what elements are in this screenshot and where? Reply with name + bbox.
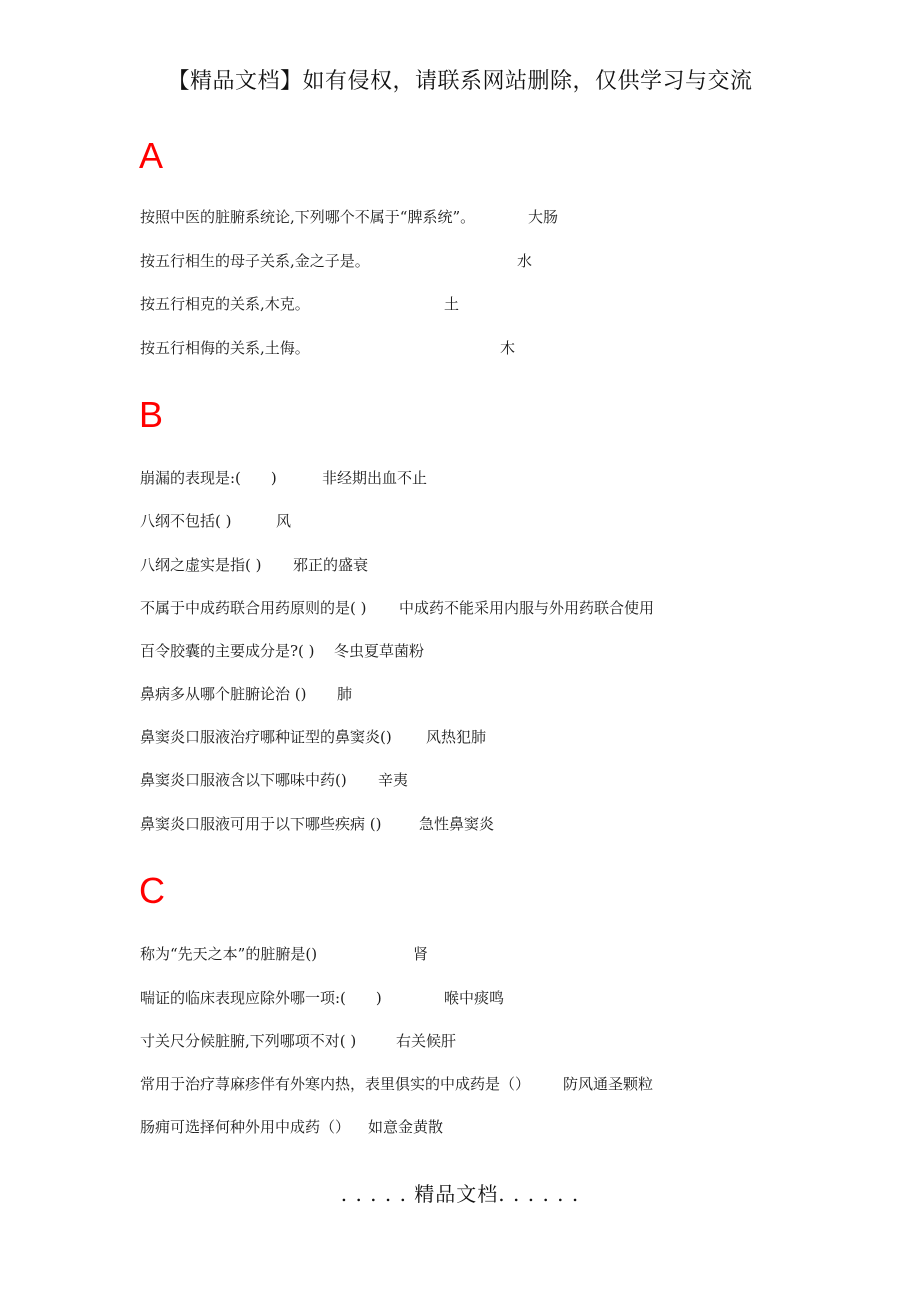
answer-text: 中成药不能采用内服与外用药联合使用 bbox=[399, 599, 655, 617]
qa-item bbox=[140, 814, 495, 834]
answer-text: 冬虫夏草菌粉 bbox=[334, 642, 425, 660]
qa-item bbox=[140, 727, 487, 747]
qa-item bbox=[140, 207, 559, 227]
qa-item bbox=[140, 555, 369, 575]
question-text: 鼻窦炎口服液含以下哪味中药() bbox=[140, 771, 347, 789]
question-text: 按照中医的脏腑系统论,下列哪个不属于“脾系统”。 bbox=[140, 208, 476, 226]
question-text: 寸关尺分候脏腑,下列哪项不对( ) bbox=[140, 1032, 357, 1050]
qa-item bbox=[140, 1074, 654, 1094]
answer-text: 大肠 bbox=[528, 208, 559, 226]
qa-item bbox=[140, 988, 505, 1008]
answer-text: 防风通圣颗粒 bbox=[563, 1075, 654, 1093]
page-footer: . . . . . 精品文档. . . . . . bbox=[340, 1182, 580, 1206]
question-text: 肠痈可选择何种外用中成药（） bbox=[140, 1118, 351, 1136]
answer-text: 非经期出血不止 bbox=[322, 469, 428, 487]
qa-item bbox=[140, 294, 460, 314]
answer-text: 风 bbox=[276, 512, 292, 530]
answer-text: 肺 bbox=[337, 685, 353, 703]
question-text: 八纲不包括( ) bbox=[140, 512, 232, 530]
question-text: 按五行相克的关系,木克。 bbox=[140, 295, 310, 313]
question-text: 常用于治疗荨麻疹伴有外寒内热，表里俱实的中成药是（） bbox=[140, 1075, 531, 1093]
answer-text: 肾 bbox=[413, 945, 429, 963]
qa-item bbox=[140, 641, 425, 661]
qa-item bbox=[140, 598, 655, 618]
question-text: 崩漏的表现是:( ) bbox=[140, 469, 277, 487]
question-text: 百令胶囊的主要成分是?( ) bbox=[140, 642, 315, 660]
answer-text: 水 bbox=[517, 252, 533, 270]
section-letter-a: A bbox=[139, 135, 164, 176]
answer-text: 风热犯肺 bbox=[426, 728, 487, 746]
answer-text: 辛夷 bbox=[378, 771, 409, 789]
question-text: 鼻窦炎口服液可用于以下哪些疾病 () bbox=[140, 815, 382, 833]
question-text: 八纲之虚实是指( ) bbox=[140, 556, 262, 574]
answer-text: 右关候肝 bbox=[396, 1032, 457, 1050]
answer-text: 如意金黄散 bbox=[368, 1118, 444, 1136]
answer-text: 急性鼻窦炎 bbox=[419, 815, 495, 833]
qa-item bbox=[140, 511, 292, 531]
answer-text: 木 bbox=[500, 339, 516, 357]
question-text: 喘证的临床表现应除外哪一项:( ) bbox=[140, 989, 382, 1007]
qa-item bbox=[140, 251, 533, 271]
qa-item bbox=[140, 338, 516, 358]
section-letter-b: B bbox=[139, 394, 164, 435]
qa-item bbox=[140, 770, 409, 790]
answer-text: 土 bbox=[444, 295, 460, 313]
qa-item bbox=[140, 684, 353, 704]
qa-item bbox=[140, 1117, 444, 1137]
question-text: 不属于中成药联合用药原则的是( ) bbox=[140, 599, 367, 617]
answer-text: 邪正的盛衰 bbox=[293, 556, 369, 574]
question-text: 鼻病多从哪个脏腑论治 () bbox=[140, 685, 307, 703]
section-letter-c: C bbox=[139, 870, 165, 911]
qa-item bbox=[140, 1031, 457, 1051]
question-text: 称为“先天之本”的脏腑是() bbox=[140, 945, 318, 963]
question-text: 按五行相侮的关系,土侮。 bbox=[140, 339, 310, 357]
answer-text: 喉中痰鸣 bbox=[444, 989, 505, 1007]
qa-item bbox=[140, 944, 429, 964]
question-text: 按五行相生的母子关系,金之子是。 bbox=[140, 252, 370, 270]
question-text: 鼻窦炎口服液治疗哪种证型的鼻窦炎() bbox=[140, 728, 392, 746]
page-header: 【精品文档】如有侵权，请联系网站删除，仅供学习与交流 bbox=[167, 69, 753, 94]
qa-item bbox=[140, 468, 428, 488]
